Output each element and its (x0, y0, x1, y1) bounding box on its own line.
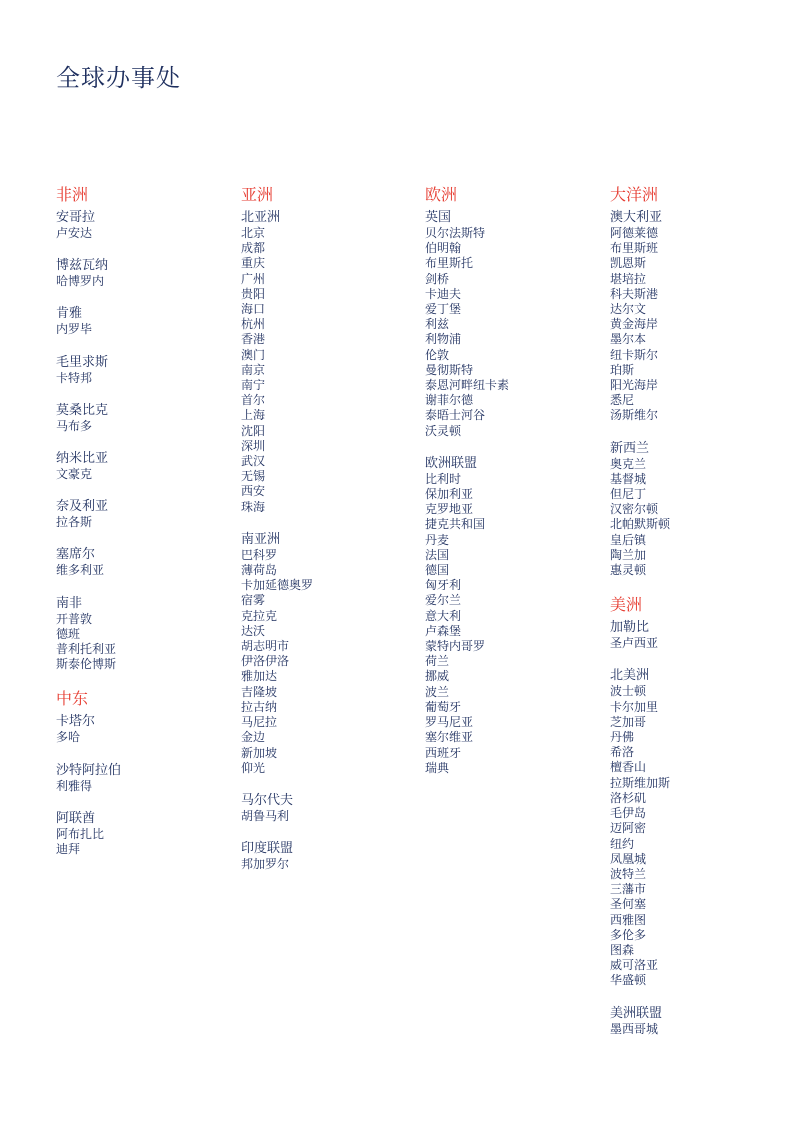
city-item: 曼彻斯特 (425, 362, 474, 377)
city-item: 克罗地亚 (425, 502, 474, 517)
city-item: 剑桥 (425, 271, 450, 286)
city-item: 荷兰 (425, 654, 450, 669)
column-4 (610, 184, 785, 1053)
page-title: 全球办事处 (56, 64, 181, 92)
city-item: 卡迪夫 (425, 286, 462, 301)
region-block (425, 184, 600, 776)
city-item: 宿雾 (241, 593, 266, 608)
country-group (425, 209, 600, 439)
city-item: 卢森堡 (425, 623, 462, 638)
region-title: 欧洲 (425, 185, 458, 204)
city-item: 汤斯维尔 (610, 408, 659, 423)
city-item: 捷克共和国 (425, 517, 486, 532)
country-group (56, 546, 231, 578)
city-item: 沈阳 (241, 423, 266, 438)
city-item: 德国 (425, 563, 450, 578)
city-item: 上海 (241, 408, 266, 423)
country-group (56, 354, 231, 386)
city-item: 深圳 (241, 438, 266, 453)
country-name: 英国 (425, 210, 452, 225)
city-item: 马尼拉 (241, 715, 278, 730)
country-name: 奈及利亚 (56, 499, 109, 515)
city-item: 希洛 (610, 745, 635, 760)
city-item: 西安 (241, 484, 266, 499)
country-name: 美洲联盟 (610, 1005, 663, 1021)
country-group (56, 762, 231, 794)
city-item: 汉密尔顿 (610, 502, 659, 517)
country-name: 南亚洲 (241, 531, 281, 547)
city-item: 罗马尼亚 (425, 715, 474, 730)
city-item: 贵阳 (241, 286, 266, 301)
country-group (56, 402, 231, 434)
country-group (241, 531, 416, 776)
region-block (610, 184, 785, 578)
city-item: 纽约 (610, 836, 635, 851)
city-item: 惠灵顿 (610, 563, 647, 578)
city-item: 北帕默斯顿 (610, 517, 671, 532)
city-item: 黄金海岸 (610, 317, 659, 332)
region-block (56, 184, 231, 672)
city-item: 泰晤士河谷 (425, 408, 486, 423)
country-group (56, 595, 231, 673)
city-item: 波士顿 (610, 684, 647, 699)
city-item: 南宁 (241, 378, 266, 393)
city-item: 利物浦 (425, 332, 462, 347)
country-name: 新西兰 (610, 440, 650, 456)
city-item: 爱丁堡 (425, 302, 462, 317)
city-item: 马布多 (56, 418, 93, 433)
country-group (56, 810, 231, 857)
city-item: 檀香山 (610, 760, 647, 775)
city-item: 文豪克 (56, 467, 93, 482)
city-item: 多哈 (56, 730, 81, 745)
city-item: 广州 (241, 271, 266, 286)
city-item: 胡志明市 (241, 639, 290, 654)
city-item: 波兰 (425, 684, 450, 699)
country-group (610, 440, 785, 579)
city-item: 无锡 (241, 469, 266, 484)
region-block (241, 184, 416, 872)
country-name: 加勒比 (610, 620, 650, 636)
city-item: 北京 (241, 226, 266, 240)
country-name: 澳大利亚 (610, 210, 663, 225)
city-item: 香港 (241, 332, 266, 347)
city-item: 基督城 (610, 471, 647, 486)
city-item: 巴科罗 (241, 547, 278, 562)
country-group (56, 257, 231, 289)
city-item: 阿布扎比 (56, 826, 105, 841)
city-item: 新加坡 (241, 745, 278, 760)
country-name: 印度联盟 (241, 841, 294, 857)
city-item: 丹佛 (610, 730, 635, 745)
city-item: 达沃 (241, 623, 266, 638)
country-name: 马尔代夫 (241, 792, 294, 808)
country-group (56, 209, 231, 241)
city-item: 丹麦 (425, 532, 450, 547)
city-item: 阳光海岸 (610, 378, 659, 393)
city-item: 胡鲁马利 (241, 808, 290, 823)
city-item: 开普敦 (56, 611, 93, 626)
city-item: 斯泰伦博斯 (56, 657, 117, 672)
city-item: 匈牙利 (425, 578, 462, 593)
city-item: 凤凰城 (610, 851, 647, 866)
city-item: 芝加哥 (610, 714, 647, 729)
country-group (610, 619, 785, 651)
city-item: 比利时 (425, 471, 462, 486)
country-group (610, 1005, 785, 1037)
city-item: 达尔文 (610, 302, 647, 317)
city-item: 拉各斯 (56, 515, 93, 530)
city-item: 波特兰 (610, 866, 647, 881)
country-name: 毛里求斯 (56, 354, 109, 370)
city-item: 挪威 (425, 669, 450, 684)
city-item: 重庆 (241, 256, 266, 271)
city-item: 蒙特内哥罗 (425, 639, 486, 654)
city-item: 首尔 (241, 393, 266, 408)
city-item: 伦敦 (425, 347, 450, 362)
city-item: 三藩市 (610, 882, 647, 897)
country-group (610, 209, 785, 424)
city-item: 卡特邦 (56, 370, 93, 385)
city-item: 成都 (241, 241, 266, 256)
column-2 (241, 184, 416, 888)
city-item: 哈博罗内 (56, 274, 105, 289)
city-item: 海口 (241, 302, 266, 317)
city-item: 皇后镇 (610, 532, 647, 547)
city-item: 维多利亚 (56, 563, 105, 578)
city-item: 奥克兰 (610, 456, 647, 471)
city-item: 珠海 (241, 499, 266, 514)
city-item: 谢菲尔德 (425, 393, 474, 408)
region-title: 大洋洲 (610, 185, 659, 204)
city-item: 吉隆坡 (241, 684, 278, 699)
region-block (56, 688, 231, 857)
city-item: 瑞典 (425, 760, 450, 775)
column-3 (425, 184, 600, 792)
city-item: 法国 (425, 547, 450, 562)
country-group (56, 498, 231, 530)
city-item: 西雅图 (610, 912, 647, 927)
city-item: 墨西哥城 (610, 1021, 659, 1036)
city-item: 邦加罗尔 (241, 857, 290, 872)
city-item: 拉斯维加斯 (610, 775, 671, 790)
region-title: 中东 (56, 689, 89, 709)
region-title: 非洲 (56, 185, 89, 204)
country-name: 卡塔尔 (56, 714, 96, 730)
city-item: 科夫斯港 (610, 286, 659, 301)
country-group (241, 792, 416, 824)
country-name: 北美洲 (610, 668, 650, 684)
city-item: 塞尔维亚 (425, 730, 474, 745)
country-name: 欧洲联盟 (425, 455, 478, 471)
city-item: 洛杉矶 (610, 790, 647, 805)
city-item: 伊洛伊洛 (241, 654, 290, 669)
city-item: 圣何塞 (610, 897, 647, 912)
city-item: 内罗毕 (56, 322, 93, 337)
city-item: 卡尔加里 (610, 699, 659, 714)
city-item: 华盛顿 (610, 973, 647, 988)
city-item: 利雅得 (56, 778, 93, 793)
country-name: 沙特阿拉伯 (56, 762, 122, 778)
city-item: 意大利 (425, 608, 462, 623)
city-item: 伯明翰 (425, 241, 462, 256)
country-group (610, 667, 785, 988)
city-item: 阿德莱德 (610, 226, 659, 240)
region-title: 亚洲 (241, 185, 274, 204)
city-item: 保加利亚 (425, 487, 474, 502)
country-name: 南非 (56, 595, 83, 611)
country-name: 纳米比亚 (56, 451, 109, 467)
city-item: 金边 (241, 730, 266, 745)
country-group (241, 209, 416, 515)
city-item: 圣卢西亚 (610, 636, 659, 651)
country-name: 肯雅 (56, 306, 83, 322)
country-group (241, 840, 416, 872)
city-item: 布里斯托 (425, 256, 474, 271)
country-group (56, 305, 231, 337)
city-item: 薄荷岛 (241, 563, 278, 578)
country-name: 莫桑比克 (56, 402, 109, 418)
country-group (56, 713, 231, 745)
city-item: 利兹 (425, 317, 450, 332)
city-item: 南京 (241, 362, 266, 377)
country-name: 博兹瓦纳 (56, 258, 109, 274)
city-item: 雅加达 (241, 669, 278, 684)
city-item: 普利托利亚 (56, 642, 117, 657)
city-item: 纽卡斯尔 (610, 347, 659, 362)
country-group (425, 455, 600, 776)
city-item: 澳门 (241, 347, 266, 362)
city-item: 多伦多 (610, 927, 647, 942)
city-item: 西班牙 (425, 745, 462, 760)
city-item: 图森 (610, 942, 635, 957)
region-title: 美洲 (610, 595, 643, 615)
city-item: 仰光 (241, 760, 266, 775)
city-item: 毛伊岛 (610, 806, 647, 821)
city-item: 迪拜 (56, 842, 81, 857)
city-item: 堪培拉 (610, 271, 647, 286)
city-item: 卡加延德奥罗 (241, 578, 314, 593)
country-name: 北亚洲 (241, 210, 281, 225)
city-item: 迈阿密 (610, 821, 647, 836)
country-name: 阿联酋 (56, 810, 96, 826)
city-item: 珀斯 (610, 362, 635, 377)
country-group (56, 450, 231, 482)
city-item: 沃灵顿 (425, 423, 462, 438)
city-item: 陶兰加 (610, 547, 647, 562)
city-item: 贝尔法斯特 (425, 226, 486, 240)
city-item: 杭州 (241, 317, 266, 332)
city-item: 但尼丁 (610, 487, 647, 502)
city-item: 葡萄牙 (425, 699, 462, 714)
city-item: 卢安达 (56, 226, 93, 240)
city-item: 拉古纳 (241, 699, 278, 714)
city-item: 墨尔本 (610, 332, 647, 347)
region-block (610, 594, 785, 1036)
city-item: 威可洛亚 (610, 958, 659, 973)
city-item: 悉尼 (610, 393, 635, 408)
city-item: 爱尔兰 (425, 593, 462, 608)
city-item: 凯恩斯 (610, 256, 647, 271)
country-name: 塞席尔 (56, 547, 96, 563)
country-name: 安哥拉 (56, 210, 96, 225)
city-item: 克拉克 (241, 608, 278, 623)
city-item: 泰恩河畔纽卡素 (425, 378, 510, 393)
city-item: 布里斯班 (610, 241, 659, 256)
city-item: 德班 (56, 626, 81, 641)
column-1 (56, 184, 231, 873)
city-item: 武汉 (241, 454, 266, 469)
